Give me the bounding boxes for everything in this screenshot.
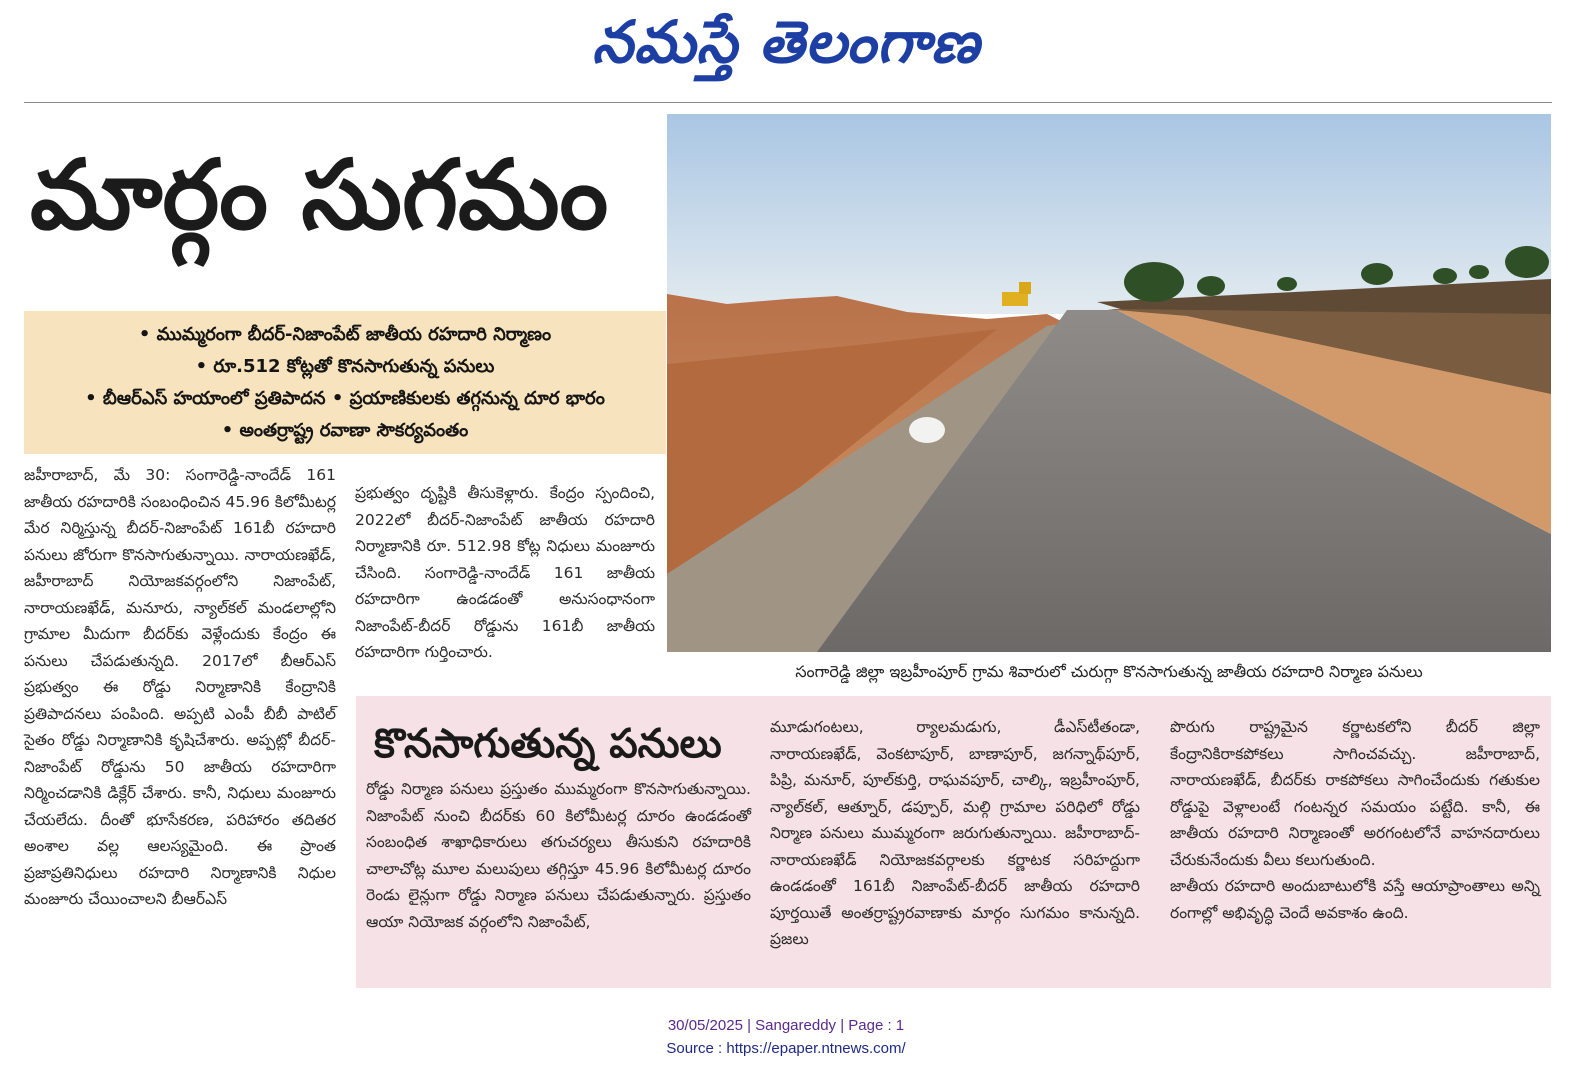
subsection-column-2 [770,714,1140,953]
road-photo [667,114,1551,652]
headline: మార్గం సుగమం [30,139,609,251]
article-column-1 [24,462,336,913]
highlights-box [24,311,666,454]
photo-caption: సంగారెడ్డి జిల్లా ఇబ్రహీంపూర్ గ్రామ శివారులో చురుగ్గా కొనసాగుతున్న జాతీయ రహదారి నిర్మాణ పనులు [795,662,1423,681]
highlight-item: • రూ.512 కోట్లతో కొనసాగుతున్న పనులు [195,355,495,377]
masthead-title: నమస్తే తెలంగాణ [592,8,980,76]
subsection-column-1 [366,776,751,935]
article-paragraph: మూడుగంటలు, ర్యాలమడుగు, డీఎస్‌టీతండా, నారాయణఖేడ్, వెంకటాపూర్, బాణాపూర్, జగన్నాథ్‌పూర్, పిప్రి, మనూర్, పూల్‌కుర్తి, రాఘవపూర్, చాల్కి, ఇబ్రహీంపూర్, న్యాల్‌కల్, ఆత్నూర్, డప్పూర్, మల్గి గ్రామాల పరిధిలో రోడ్డు నిర్మాణ పనులు ముమ్మరంగా జరుగుతున్నాయి. జహీరాబాద్-నారాయణఖేడ్ నియోజకవర్గాలకు కర్ణాటక సరిహద్దుగా ఉండడంతో 161బీ నిజాంపేట్-బీదర్ జాతీయ రహదారి పూర్తయితే అంతర్రాష్ట్రరవాణాకు మార్గం సుగమం కానున్నది. ప్రజలు [770,718,1140,948]
article-paragraph: జహీరాబాద్, మే 30: సంగారెడ్డి-నాందేడ్ 161 జాతీయ రహదారికి సంబంధించిన 45.96 కిలోమీటర్ల మేర నిర్మిస్తున్న బీదర్-నిజాంపేట్ 161బీ రహదారి పనులు జోరుగా కొనసాగుతున్నాయి. నారాయణఖేడ్, జహీరాబాద్ నియోజకవర్గంలోని నిజాంపేట్, నారాయణఖేడ్, మనూరు, న్యాల్‌కల్ మండలాల్లోని గ్రామాల మీదుగా బీదర్‌కు వెళ్లేందుకు కేంద్రం ఈ పనులు చేపడుతున్నది. 2017లో బీఆర్ఎస్ ప్రభుత్వం ఈ రోడ్డు నిర్మాణానికి కేంద్రానికి ప్రతిపాదనలు పంపింది. అప్పటి ఎంపీ బీబీ పాటిల్ సైతం రోడ్డు నిర్మాణానికి కృషిచేశారు. అప్పట్లో బీదర్-నిజాంపేట్ రోడ్డును 50 జాతీయ రహదారిగా నిర్మించడానికి డిక్లేర్ చేశారు. కానీ, నిధులు మంజూరు చేయలేదు. దీంతో భూసేకరణ, పరిహారం తదితర అంశాల వల్ల ఆలస్యమైంది. ఈ ప్రాంత ప్రజాప్రతినిధులు రహదారి నిర్మాణానికి నిధుల మంజూరు చేయించాలని బీఆర్ఎస్ [24,466,336,908]
page-info: 30/05/2025 | Sangareddy | Page : 1 [667,1017,905,1034]
article-paragraph: ప్రభుత్వం దృష్టికి తీసుకెళ్లారు. కేంద్రం స్పందించి, 2022లో బీదర్-నిజాంపేట్ జాతీయ రహదారి నిర్మాణానికి రూ. 512.98 కోట్ల నిధులు మంజూరు చేసింది. సంగారెడ్డి-నాందేడ్ 161 జాతీయ రహదారిగా ఉండడంతో అనుసంధానంగా నిజాంపేట్-బీదర్ రోడ్డును 161బీ జాతీయ రహదారిగా గుర్తించారు. [355,484,655,661]
masthead-divider [24,102,1552,103]
article-paragraph: పొరుగు రాష్ట్రమైన కర్ణాటకలోని బీదర్ జిల్లా కేంద్రానికిరాకపోకలు సాగించవచ్చు. జహీరాబాద్, నారాయణఖేడ్, బీదర్‌కు రాకపోకలు సాగించేందుకు గతుకుల రోడ్డుపై వెళ్లాలంటే గంటన్నర సమయం పట్టేది. కానీ, ఈ జాతీయ రహదారి నిర్మాణంతో అరగంటలోనే వాహనదారులు చేరుకునేందుకు వీలు కలుగుతుంది. [1170,718,1540,869]
highlight-item: • ముమ్మరంగా బీదర్-నిజాంపేట్ జాతీయ రహదారి నిర్మాణం [138,323,552,345]
article-paragraph: జాతీయ రహదారి అందుబాటులోకి వస్తే ఆయాప్రాంతాలు అన్ని రంగాల్లో అభివృద్ధి చెందే అవకాశం ఉంది. [1170,877,1540,922]
highlight-item: • అంతర్రాష్ట్ర రవాణా సౌకర్యవంతం [221,419,469,441]
source-link[interactable]: Source : https://epaper.ntnews.com/ [666,1040,906,1057]
subsection-column-3 [1170,714,1540,926]
highlight-item: • బీఆర్ఎస్ హయాంలో ప్రతిపాదన • ప్రయాణికులకు తగ్గనున్న దూర భారం [85,387,605,409]
subsection-heading: కొనసాగుతున్న పనులు [374,721,722,767]
article-paragraph: రోడ్డు నిర్మాణ పనులు ప్రస్తుతం ముమ్మరంగా కొనసాగుతున్నాయి. నిజాంపేట్ నుంచి బీదర్‌కు 60 కిలోమీటర్ల దూరం ఉండడంతో సంబంధిత శాఖాధికారులు తగుచర్యలు తీసుకుని రహదారికి చాలాచోట్ల మూల మలుపులు తగ్గిస్తూ 45.96 కిలోమీటర్ల దూరం రెండు లైన్లుగా రోడ్డు నిర్మాణ పనులు చేపడుతున్నారు. ప్రస్తుతం ఆయా నియోజక వర్గంలోని నిజాంపేట్, [366,780,751,931]
article-column-2 [355,480,655,666]
